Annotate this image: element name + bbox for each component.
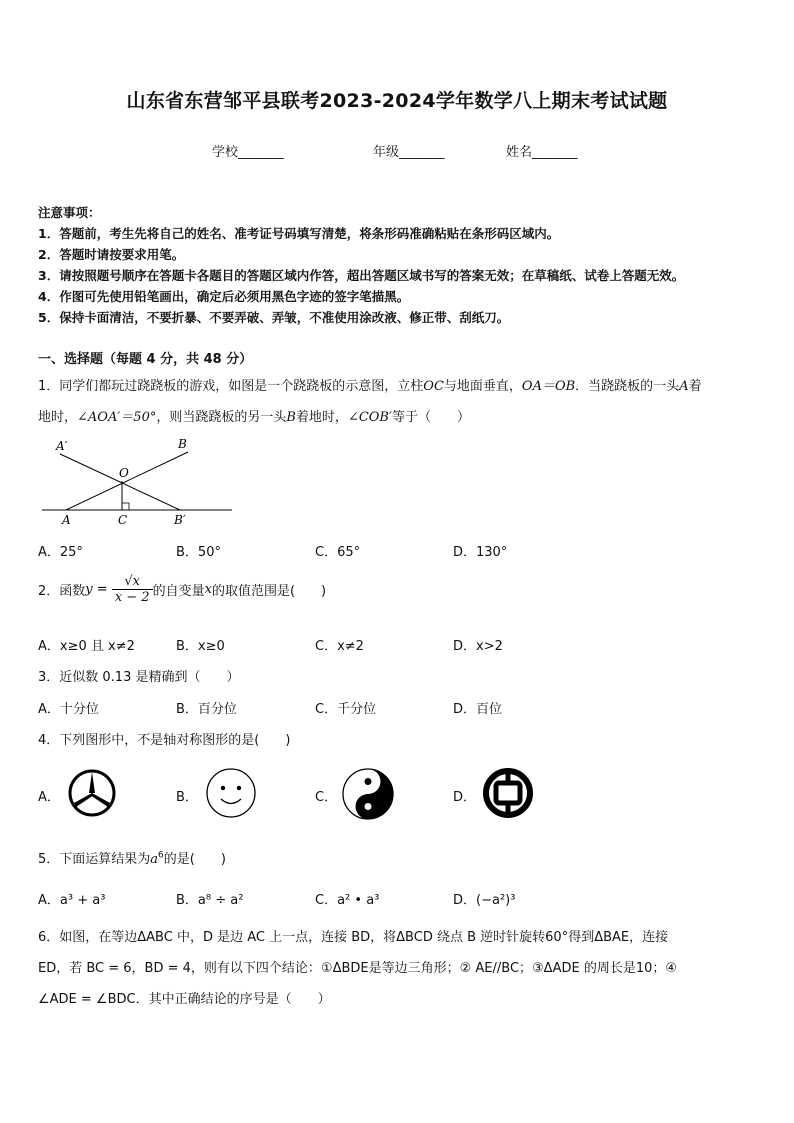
- school-field: 学校_______: [212, 145, 284, 160]
- q1-option-d[interactable]: D．130°: [453, 545, 508, 560]
- q4-option-d[interactable]: D．: [453, 790, 477, 805]
- q2-option-d[interactable]: D．x>2: [453, 639, 503, 654]
- note-item: 3．请按照题号顺序在答题卡各题目的答题区域内作答，超出答题区域书写的答案无效；在草稿纸、试卷上答题无效。: [38, 268, 685, 283]
- q4-stem: 4．下列图形中，不是轴对称图形的是( ): [38, 733, 291, 748]
- bank-of-china-logo-icon: [481, 766, 535, 820]
- name-field: 姓名_______: [506, 145, 578, 160]
- q1-line1: 1．同学们都玩过跷跷板的游戏，如图是一个跷跷板的示意图，立柱OC与地面垂直，OA＝OB．当跷跷板的一头A着: [38, 379, 702, 394]
- q2-stem: 2．函数y = $\frac{√x}{x - 2}$ 的自变量x的取值范围是( ): [38, 574, 327, 605]
- q6-line1: 6．如图，在等边ΔABC 中，D 是边 AC 上一点，连接 BD，将ΔBCD 绕点 B 逆时针旋转60°得到ΔBAE，连接: [38, 930, 669, 945]
- mercedes-star-icon: [66, 767, 118, 819]
- q2-option-a[interactable]: A．x≥0 且 x≠2: [38, 639, 135, 654]
- q2-option-b[interactable]: B．x≥0: [176, 639, 225, 654]
- q1-option-b[interactable]: B．50°: [176, 545, 221, 560]
- q5-stem: 5．下面运算结果为$a^6$的是( ): [38, 850, 226, 867]
- label-O: O: [119, 466, 129, 480]
- q6-line3: ∠ADE = ∠BDC．其中正确结论的序号是（ ）: [38, 992, 331, 1007]
- q3-option-d[interactable]: D．百位: [453, 702, 503, 717]
- q6-line2: ED，若 BC = 6，BD = 4，则有以下四个结论：①ΔBDE是等边三角形；② AE//BC；③ΔADE 的周长是10；④: [38, 961, 678, 976]
- q4-option-b[interactable]: B．: [176, 790, 198, 805]
- q1-line2: 地时，∠AOA′＝50°，则当跷跷板的另一头B着地时，∠COB′等于（ ）: [38, 410, 470, 425]
- q2-fraction: $\frac{√x}{x - 2}$: [112, 574, 153, 605]
- q3-option-c[interactable]: C．千分位: [315, 702, 377, 717]
- q1-option-c[interactable]: C．65°: [315, 545, 361, 560]
- notes-heading: 注意事项：: [38, 205, 101, 220]
- note-item: 2．答题时请按要求用笔。: [38, 247, 185, 262]
- q2-option-c[interactable]: C．x≠2: [315, 639, 364, 654]
- note-item: 5．保持卡面清洁，不要折暴、不要弄破、弄皱，不准使用涂改液、修正带、刮纸刀。: [38, 310, 510, 325]
- label-A-prime: A′: [56, 439, 68, 453]
- label-B: B: [178, 437, 187, 451]
- q3-option-b[interactable]: B．百分位: [176, 702, 237, 717]
- q4-option-c[interactable]: C．: [315, 790, 338, 805]
- section-heading: 一、选择题（每题 4 分，共 48 分）: [38, 352, 253, 367]
- note-item: 4．作图可先使用铅笔画出，确定后必须用黑色字迹的签字笔描黑。: [38, 289, 410, 304]
- label-A: A: [62, 513, 71, 527]
- q3-option-a[interactable]: A．十分位: [38, 702, 99, 717]
- q5-option-b[interactable]: B．a⁸ ÷ a²: [176, 893, 244, 908]
- smiley-face-icon: [204, 766, 258, 820]
- seesaw-diagram: [38, 432, 238, 532]
- exam-title: 山东省东营邹平县联考2023-2024学年数学八上期末考试试题: [126, 90, 668, 112]
- label-B-prime: B′: [174, 513, 186, 527]
- q3-stem: 3．近似数 0.13 是精确到（ ）: [38, 670, 240, 685]
- q4-option-a[interactable]: A．: [38, 790, 60, 805]
- q5-option-a[interactable]: A．a³ + a³: [38, 893, 106, 908]
- q5-option-c[interactable]: C．a² • a³: [315, 893, 380, 908]
- yin-yang-icon: [341, 767, 395, 821]
- q5-option-d[interactable]: D．(−a²)³: [453, 893, 516, 908]
- note-item: 1．答题前，考生先将自己的姓名、准考证号码填写清楚，将条形码准确粘贴在条形码区域内。: [38, 226, 560, 241]
- grade-field: 年级_______: [373, 145, 445, 160]
- q1-option-a[interactable]: A．25°: [38, 545, 83, 560]
- label-C: C: [118, 513, 128, 527]
